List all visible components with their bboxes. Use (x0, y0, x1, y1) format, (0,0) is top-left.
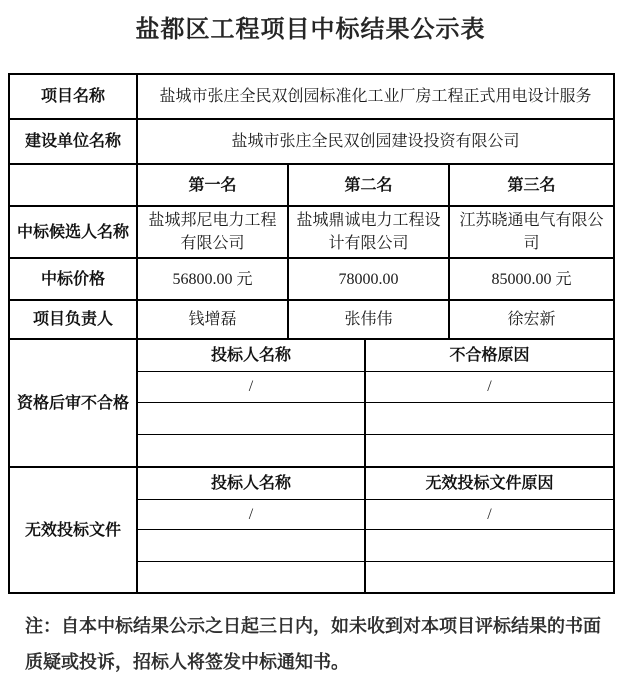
qualification-subtable-cell (137, 339, 614, 467)
qualification-empty-row (138, 434, 613, 466)
qualification-reason-cell (365, 434, 613, 466)
invalid-bid-subheader-row (138, 468, 613, 499)
invalid-bid-empty-row (138, 561, 613, 592)
qualification-data-row (138, 371, 613, 402)
invalid-bid-data-row (138, 499, 613, 529)
qualification-bidder-cell (138, 434, 365, 466)
manager-cell-2: 张伟伟 (288, 300, 449, 339)
owner-value: 盐城市张庄全民双创园建设投资有限公司 (137, 119, 614, 164)
rank-third-header: 第三名 (449, 164, 614, 206)
candidates-row (9, 206, 614, 258)
qualification-empty-row (138, 402, 613, 434)
manager-row (9, 300, 614, 339)
invalid-bid-subtable-cell (137, 467, 614, 593)
invalid-reason-header: 无效投标文件原因 (365, 468, 613, 499)
project-name-row (9, 74, 614, 119)
invalid-reason-cell: / (365, 499, 613, 529)
candidate-cell-1: 盐城邦尼电力工程有限公司 (137, 206, 288, 258)
qualification-section-row (9, 339, 614, 467)
footnote-text: 注：自本中标结果公示之日起三日内，如未收到对本项目评标结果的书面质疑或投诉，招标人将签发中标通知书。 (25, 616, 601, 672)
manager-cell-1: 钱增磊 (137, 300, 288, 339)
invalid-reason-cell (365, 561, 613, 592)
qualification-reason-cell: / (365, 371, 613, 402)
invalid-bidder-cell: / (138, 499, 365, 529)
project-name-label: 项目名称 (9, 74, 137, 119)
price-cell-2: 78000.00 (288, 258, 449, 300)
price-cell-3: 85000.00 元 (449, 258, 614, 300)
invalid-reason-cell (365, 529, 613, 561)
qualification-reason-cell (365, 402, 613, 434)
qualification-subtable (138, 340, 613, 466)
project-name-value: 盐城市张庄全民双创园标准化工业厂房工程正式用电设计服务 (137, 74, 614, 119)
bidder-name-header: 投标人名称 (138, 340, 365, 371)
rank-first-header: 第一名 (137, 164, 288, 206)
invalid-bid-section-label: 无效投标文件 (9, 467, 137, 593)
page-title: 盐都区工程项目中标结果公示表 (135, 16, 486, 43)
manager-label: 项目负责人 (9, 300, 137, 339)
unqualified-reason-header: 不合格原因 (365, 340, 613, 371)
qualification-subheader-row (138, 340, 613, 371)
price-cell-1: 56800.00 元 (137, 258, 288, 300)
price-row (9, 258, 614, 300)
qualification-bidder-cell: / (138, 371, 365, 402)
manager-cell-3: 徐宏新 (449, 300, 614, 339)
rank-header-row (9, 164, 614, 206)
candidate-cell-3: 江苏晓通电气有限公司 (449, 206, 614, 258)
candidates-label: 中标候选人名称 (9, 206, 137, 258)
qualification-bidder-cell (138, 402, 365, 434)
invalid-bidder-cell (138, 561, 365, 592)
bidder-name-header: 投标人名称 (138, 468, 365, 499)
invalid-bidder-cell (138, 529, 365, 561)
results-table (8, 73, 615, 594)
invalid-bid-subtable (138, 468, 613, 592)
empty-label-cell (9, 164, 137, 206)
rank-second-header: 第二名 (288, 164, 449, 206)
owner-label: 建设单位名称 (9, 119, 137, 164)
invalid-bid-empty-row (138, 529, 613, 561)
price-label: 中标价格 (9, 258, 137, 300)
invalid-bid-section-row (9, 467, 614, 593)
owner-row (9, 119, 614, 164)
qualification-section-label: 资格后审不合格 (9, 339, 137, 467)
candidate-cell-2: 盐城鼎诚电力工程设计有限公司 (288, 206, 449, 258)
